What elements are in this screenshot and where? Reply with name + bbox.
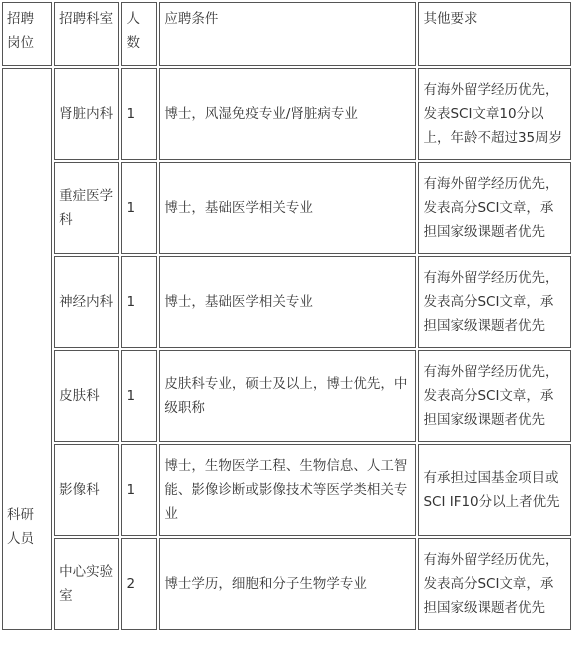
table-row	[2, 350, 571, 442]
table-row	[2, 162, 571, 254]
row-other: 有海外留学经历优先，发表高分SCI文章，承担国家级课题者优先	[418, 162, 571, 254]
header-count: 人数	[121, 2, 157, 66]
row-department: 影像科	[54, 444, 119, 536]
table-row	[2, 538, 571, 630]
row-conditions: 博士学历，细胞和分子生物学专业	[159, 538, 416, 630]
row-department: 重症医学科	[54, 162, 119, 254]
row-count: 1	[121, 444, 157, 536]
row-conditions: 皮肤科专业，硕士及以上，博士优先，中级职称	[159, 350, 416, 442]
row-department: 皮肤科	[54, 350, 119, 442]
row-other: 有海外留学经历优先，发表高分SCI文章，承担国家级课题者优先	[418, 538, 571, 630]
row-conditions: 博士，基础医学相关专业	[159, 162, 416, 254]
table-row	[2, 444, 571, 536]
header-department: 招聘科室	[54, 2, 119, 66]
row-conditions: 博士，生物医学工程、生物信息、人工智能、影像诊断或影像技术等医学类相关专业	[159, 444, 416, 536]
table-row	[2, 68, 571, 160]
row-department: 神经内科	[54, 256, 119, 348]
row-count: 1	[121, 68, 157, 160]
row-conditions: 博士，基础医学相关专业	[159, 256, 416, 348]
row-count: 2	[121, 538, 157, 630]
header-other: 其他要求	[418, 2, 571, 66]
position-group-cell: 科研人员	[2, 68, 52, 630]
row-department: 中心实验室	[54, 538, 119, 630]
row-other: 有海外留学经历优先，发表高分SCI文章，承担国家级课题者优先	[418, 350, 571, 442]
row-count: 1	[121, 256, 157, 348]
table-header-row	[2, 2, 571, 66]
row-department: 肾脏内科	[54, 68, 119, 160]
row-count: 1	[121, 162, 157, 254]
header-conditions: 应聘条件	[159, 2, 416, 66]
table-row	[2, 256, 571, 348]
row-other: 有海外留学经历优先，发表SCI文章10分以上，年龄不超过35周岁	[418, 68, 571, 160]
row-count: 1	[121, 350, 157, 442]
row-conditions: 博士，风湿免疫专业/肾脏病专业	[159, 68, 416, 160]
row-other: 有承担过国基金项目或SCI IF10分以上者优先	[418, 444, 571, 536]
row-other: 有海外留学经历优先，发表高分SCI文章，承担国家级课题者优先	[418, 256, 571, 348]
header-position: 招聘岗位	[2, 2, 52, 66]
